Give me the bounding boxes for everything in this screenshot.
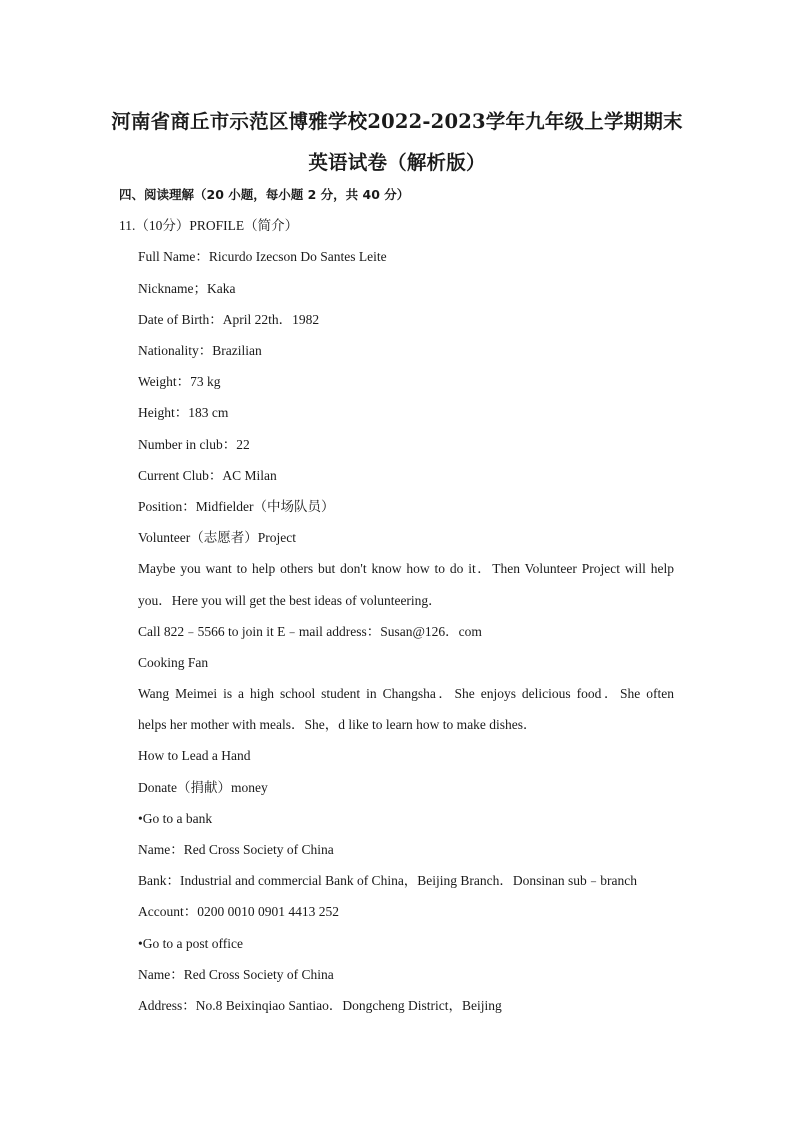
bank-account: Account：0200 0010 0901 4413 252: [138, 904, 339, 919]
profile-date-of-birth: Date of Birth：April 22th．1982: [138, 312, 320, 327]
hand-heading: How to Lead a Hand: [138, 748, 251, 763]
profile-nationality: Nationality：Brazilian: [138, 343, 262, 358]
profile-weight: Weight：73 kg: [138, 374, 221, 389]
profile-position: Position：Midfielder（中场队员）: [138, 499, 335, 514]
document-title-line-2: 英语试卷（解析版）: [308, 151, 486, 174]
donate-heading: Donate（捐献）money: [138, 780, 268, 795]
bank-recipient-name: Name：Red Cross Society of China: [138, 842, 334, 857]
post-office-bullet: •Go to a post office: [138, 936, 243, 951]
post-recipient-name: Name：Red Cross Society of China: [138, 967, 334, 982]
profile-height: Height：183 cm: [138, 405, 229, 420]
post-address: Address：No.8 Beixinqiao Santiao．Dongcheng District，Beijing: [138, 998, 502, 1013]
profile-club: Current Club：AC Milan: [138, 468, 277, 483]
volunteer-contact: Call 822﹣5566 to join it E﹣mail address：Susan@126．com: [138, 624, 482, 639]
bank-bullet: •Go to a bank: [138, 811, 213, 826]
volunteer-text-line-1: Maybe you want to help others but don't know how to do it．Then Volunteer Project will help: [138, 561, 674, 576]
question-label: 11.（10分）PROFILE（简介）: [119, 218, 299, 233]
section-heading: 四、阅读理解（20 小题，每小题 2 分，共 40 分）: [119, 187, 410, 202]
profile-full-name: Full Name：Ricurdo Izecson Do Santes Leite: [138, 249, 387, 264]
volunteer-text-line-2: you．Here you will get the best ideas of volunteering．: [138, 593, 442, 608]
document-title-line-1: 河南省商丘市示范区博雅学校2022-2023学年九年级上学期期末: [111, 110, 683, 133]
bank-details: Bank：Industrial and commercial Bank of China，Beijing Branch．Donsinan sub﹣branch: [138, 873, 638, 888]
cooking-text-line-2: helps her mother with meals．She，d like to learn how to make dishes．: [138, 717, 537, 732]
cooking-heading: Cooking Fan: [138, 655, 209, 670]
profile-nickname: Nickname；Kaka: [138, 281, 236, 296]
volunteer-heading: Volunteer（志愿者）Project: [138, 530, 296, 545]
cooking-text-line-1: Wang Meimei is a high school student in Changsha．She enjoys delicious food．She often: [138, 686, 674, 701]
profile-number: Number in club：22: [138, 437, 250, 452]
